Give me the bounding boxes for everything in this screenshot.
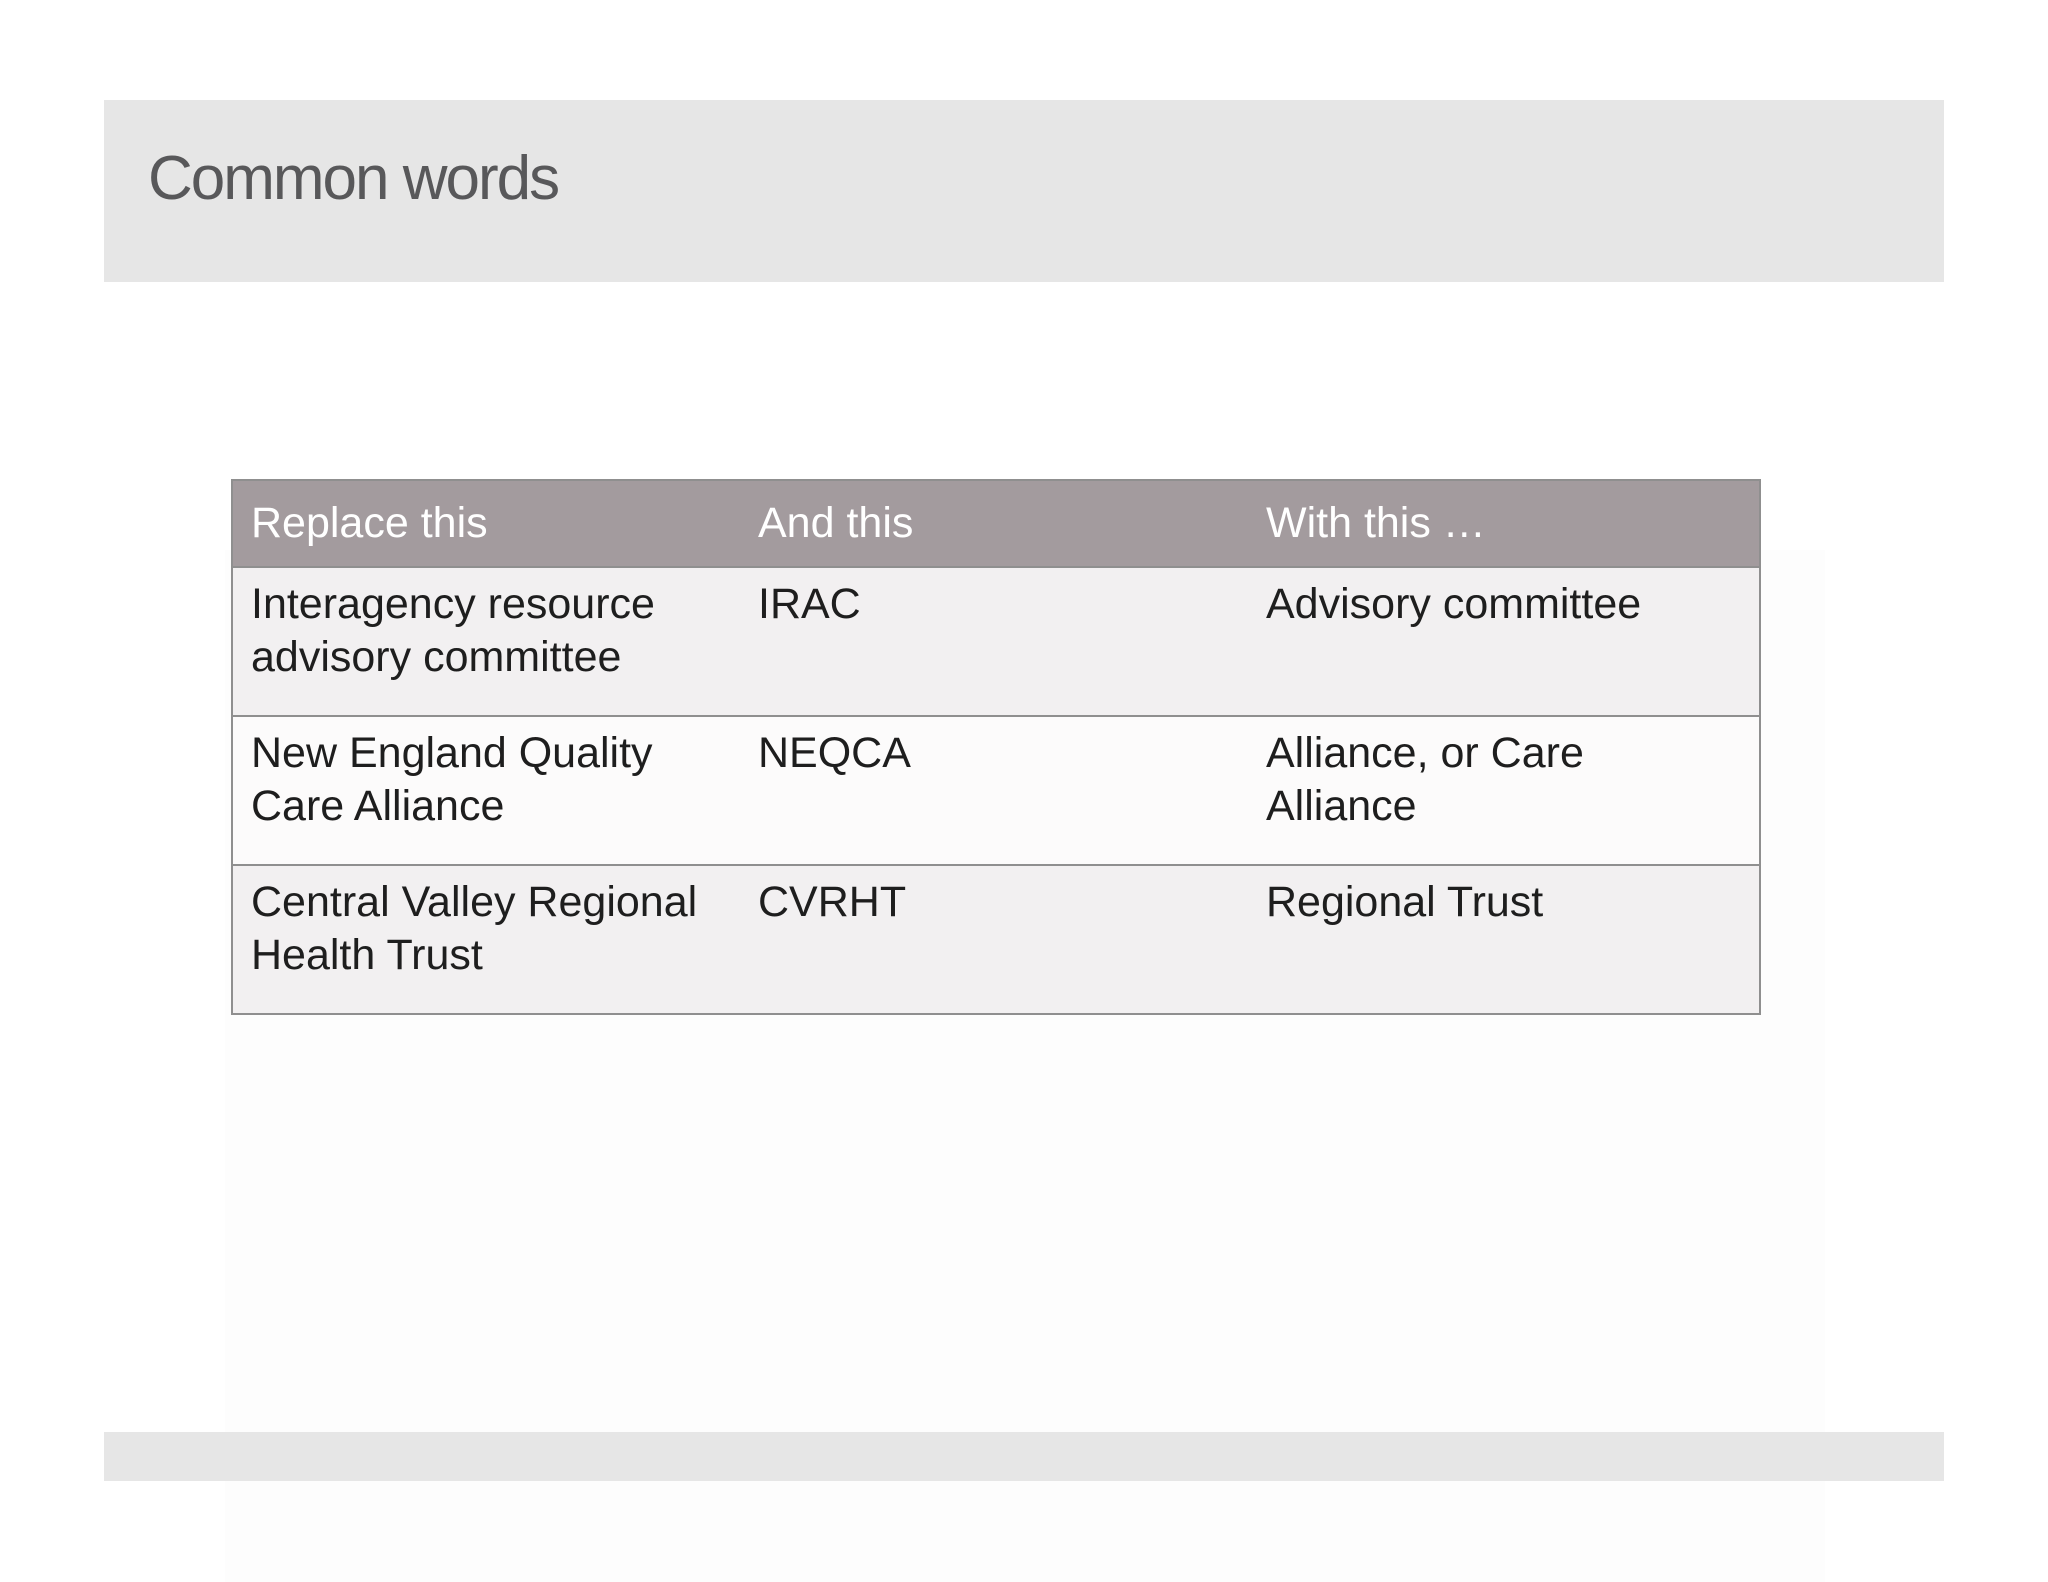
table-row [232, 716, 1760, 865]
cell-full-name: Interagency resource advisory committee [251, 580, 655, 681]
footer-band [104, 1432, 1944, 1481]
cell-acronym: IRAC [758, 580, 861, 628]
cell-acronym: NEQCA [758, 729, 911, 777]
cell-full-name: New England Quality Care Alliance [251, 729, 653, 830]
table-row [232, 865, 1760, 1014]
slide-title: Common words [148, 144, 559, 213]
cell-full-name: Central Valley Regional Health Trust [251, 878, 698, 979]
cell-replacement: Regional Trust [1266, 878, 1544, 926]
table-row [232, 567, 1760, 716]
terms-table [231, 479, 1761, 1015]
table-header-row [232, 480, 1760, 567]
column-header-and: And this [758, 498, 914, 547]
cell-replacement: Advisory committee [1266, 580, 1642, 628]
cell-replacement: Alliance, or Care Alliance [1266, 729, 1584, 830]
title-band [104, 100, 1944, 282]
cell-acronym: CVRHT [758, 878, 907, 926]
column-header-with: With this … [1266, 498, 1486, 547]
column-header-replace: Replace this [251, 498, 488, 547]
